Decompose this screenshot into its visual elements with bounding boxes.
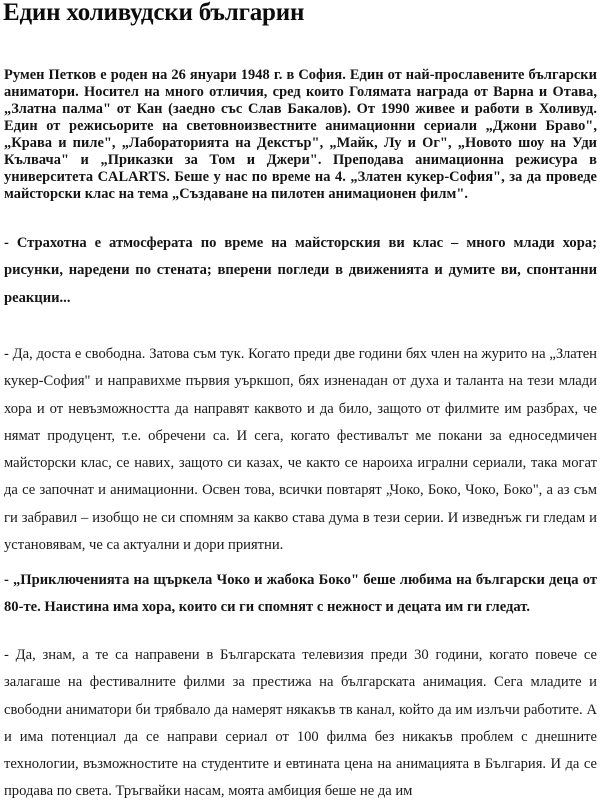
article-title: Един холивудски българин bbox=[3, 0, 305, 26]
interview-question-2: - „Приключенията на щъркела Чоко и жабока Боко" беше любима на български деца от 80-те. Наистина има хора, които си ги спомнят с нежност и децата им ги гледат. bbox=[4, 572, 597, 616]
interview-answer-1: - Да, доста е свободна. Затова съм тук. Когато преди две години бях член на журито на „Златен кукер-София" и направихме първия уъркшоп, бях изненадан от духа и таланта на тези млади хора и от невъзможността да направят каквото и да било, защото от филмите им разбрах, че нямат продуцент, т.е. обречени са. И сега, когато фестивалът ме покани за едноседмичен майсторски клас, се навих, защото си казах, че както се нароиха игрални сериали, така могат да се започнат и анимационни. Освен това, всички повтарят „Чоко, Боко, Чоко, Боко", а аз съм ги забравил – изобщо не си спомням за какво става дума в тези серии. И изведнъж ги гледам и установявам, че са актуални и дори приятни. bbox=[4, 346, 597, 554]
interview-answer-2: - Да, знам, а те са направени в Българската телевизия преди 30 години, когато повече се залагаше на фестивалните филми за престижа на българската анимация. Сега младите и свободни аниматори би трябвало да намерят някакъв тв канал, който да им излъчи работите. А и има потенциал да се направи сериал от 100 филма без никакъв проблем с днешните технологии, възможностите на студентите и евтината цена на анимацията в България. И да се продава по света. Тръгвайки насам, моята амбиция беше не да им bbox=[4, 647, 597, 800]
article-intro: Румен Петков е роден на 26 януари 1948 г. в София. Един от най-прославените български аниматори. Носител на много отличия, сред които Голямата награда от Варна и Отава, „Златна палма" от Кан (заедно със Слав Бакалов). От 1990 живее и работи в Холивуд. Един от режисьорите на световноизвестните анимационни сериали „Джони Браво", „Крава и пиле", „Лабораторията на Декстър", „Майк, Лу и Ог", „Новото шоу на Уди Кълвача" и „Приказки за Том и Джери". Преподава анимационна режисура в университета CALARTS. Беше у нас по време на 4. „Златен кукер-София", за да проведе майсторски клас на тема „Създаване на пилотен анимационен филм". bbox=[4, 67, 597, 202]
interview-question-1: - Страхотна е атмосферата по време на майсторския ви клас – много млади хора; рисунки, наредени по стената; вперени погледи в движенията и думите ви, спонтанни реакции... bbox=[4, 235, 597, 306]
